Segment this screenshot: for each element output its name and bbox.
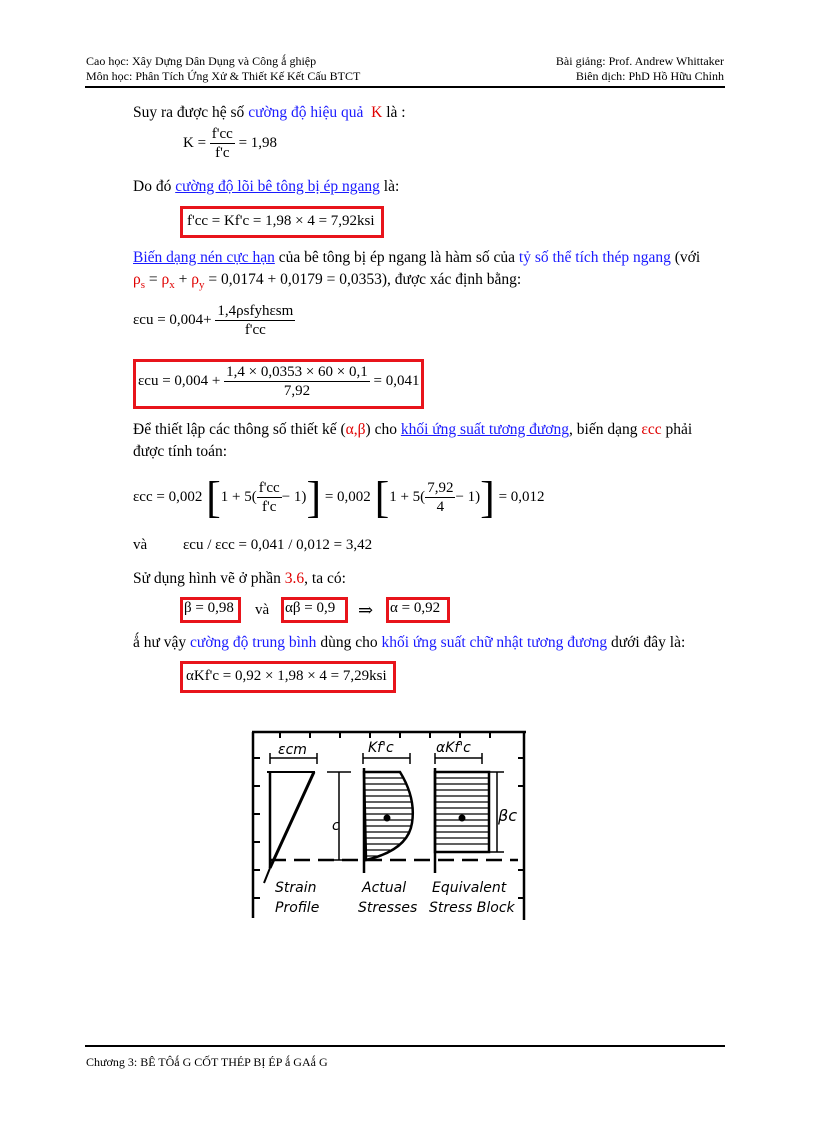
var-k: K: [371, 104, 383, 121]
eq-k-fraction: [210, 125, 235, 162]
eq-ecc-den2: 4: [436, 499, 445, 515]
link-ultimate-strain[interactable]: Biến dạng nén cực hạn: [133, 249, 275, 266]
eq-ecc: εcc = 0,002 [1 + 5( $\frac{f'cc}{f'c}$ − 1)] = 0,002 [1 + 5( $\frac{7,92}{4}$ − 1)] = 0,012: [133, 473, 545, 522]
label-c: c: [332, 818, 340, 834]
eq-ratio-and: và: [133, 537, 148, 553]
caption-stress-block: Stress Block: [429, 900, 515, 916]
para-ultimate-strain: [133, 249, 700, 267]
eq-and: và: [255, 602, 270, 618]
stress-block-figure: [250, 728, 528, 924]
para5-post: , ta có:: [304, 570, 346, 587]
eq-ratio: εcu / εcc = 0,041 / 0,012 = 3,42: [183, 537, 373, 553]
header-right-line2: Biên dịch: PhD Hồ Hữu Chỉnh: [575, 69, 724, 83]
para-core-strength: [133, 178, 399, 196]
eq-k-den: f'c: [215, 145, 230, 161]
para-design-params-line2: được tính toán:: [133, 443, 228, 460]
eq-ecc-d: 1 + 5(: [389, 489, 426, 505]
eq-k: [183, 125, 277, 162]
actual-stress-diagram: [363, 740, 413, 873]
header-left-line2: Môn học: Phân Tích Ứng Xử & Thiết Kế Kết Cấu BTCT: [86, 69, 361, 83]
para2-post: là:: [379, 178, 400, 195]
eq-ecu-formula: [133, 302, 295, 339]
eq-fcc: f'cc = Kf'c = 1,98 × 4 = 7,92ksi: [187, 213, 375, 229]
para4-mid: ) cho: [365, 421, 401, 438]
para4-end: phải: [661, 421, 693, 438]
eq-ecu-value-den: 7,92: [283, 383, 311, 399]
eq-k-num: f'cc: [211, 126, 233, 142]
para-ultimate-strain-line2: $\rho_s = \rho_x + \rho_y = 0,0174 + 0,0179 = 0,0353$), được xác định bằng:: [133, 271, 522, 292]
caption-stresses: Stresses: [358, 900, 418, 916]
eq-ecu-value-rhs: = 0,041: [373, 373, 420, 389]
eq-ecc-den1: f'c: [262, 499, 277, 515]
para4-post: , biến dạng: [569, 421, 642, 438]
para6-pre: ǻ hư vậy: [133, 634, 191, 651]
label-kfc: Kf'c: [368, 740, 394, 756]
para6-post: dưới đây là:: [607, 634, 686, 651]
eq-ecc-e: − 1): [455, 489, 481, 505]
link-rect-block[interactable]: khối ứng suất chữ nhật tương đương: [381, 634, 608, 651]
eq-ecu-fraction: [215, 302, 295, 339]
para1-pre: Suy ra được hệ số: [133, 104, 249, 121]
eq-implies: ⇒: [358, 600, 374, 620]
eq-beta: β = 0,98: [184, 600, 234, 616]
para1-post: là :: [382, 104, 406, 121]
header-right-line1: Bài giảng: Prof. Andrew Whittaker: [555, 54, 724, 68]
ref-section[interactable]: 3.6: [284, 570, 305, 587]
para5-pre: Sử dụng hình vẽ ở phần: [133, 570, 285, 587]
para3-line2-post: = 0,0174 + 0,0179 = 0,0353), được xác định bằng:: [204, 271, 522, 288]
para2-pre: Do đó: [133, 178, 176, 195]
label-akfc: αKf'c: [436, 740, 471, 756]
link-effective-strength[interactable]: cường độ hiệu quả: [248, 104, 364, 121]
link-equivalent-block[interactable]: khối ứng suất tương đương: [400, 421, 570, 438]
eq-ecc-f: = 0,012: [498, 489, 545, 505]
para-mean-strength: [133, 634, 685, 652]
eq-ecu-value-num: 1,4 × 0,0353 × 60 × 0,1: [226, 364, 368, 380]
caption-equivalent: Equivalent: [432, 880, 507, 896]
eq-k-rhs: = 1,98: [238, 135, 278, 151]
header-left-line1: Cao học: Xây Dựng Dân Dụng và Công ǻ ghiệp: [86, 54, 317, 68]
eq-ecc-c: = 0,002: [324, 489, 371, 505]
footer-rule: [85, 1045, 725, 1047]
eq-alphabeta: αβ = 0,9: [285, 600, 336, 616]
eq-ecc-a: 1 + 5(: [220, 489, 257, 505]
link-mean-strength[interactable]: cường độ trung bình: [190, 634, 317, 651]
eq-ecc-frac1: [257, 479, 282, 516]
eq-akfc: αKf'c = 0,92 × 1,98 × 4 = 7,29ksi: [186, 668, 387, 684]
header-rule: [85, 86, 725, 88]
eq-ecu-value-lhs: εcu = 0,004 +: [138, 373, 221, 389]
depth-c-dimension: [325, 772, 351, 860]
para4-eps: εcc: [641, 421, 662, 438]
link-volume-ratio[interactable]: tỷ số thể tích thép ngang: [518, 249, 671, 266]
para-use-figure: [133, 570, 346, 588]
para-design-params: [133, 421, 692, 439]
eq-ecu-den: f'cc: [244, 322, 266, 338]
label-ecm: εcm: [278, 742, 307, 758]
para6-mid: dùng cho: [316, 634, 382, 651]
eq-ecc-lhs: εcc = 0,002: [133, 489, 203, 505]
eq-ecu-lhs: εcu = 0,004+: [133, 312, 212, 328]
para4-greek: α,β: [345, 421, 366, 438]
para3-mid: của bê tông bị ép ngang là hàm số của: [274, 249, 519, 266]
caption-strain: Strain: [275, 880, 317, 896]
para3-end: (với: [670, 249, 701, 266]
eq-ecc-b: − 1): [281, 489, 307, 505]
eq-ecc-num1: f'cc: [258, 480, 280, 496]
eq-ecc-frac2: [425, 479, 455, 516]
eq-alpha: α = 0,92: [390, 600, 441, 616]
eq-k-lhs: K =: [183, 135, 207, 151]
link-core-strength[interactable]: cường độ lõi bê tông bị ép ngang: [175, 178, 380, 195]
equivalent-block-diagram: [435, 740, 517, 873]
eq-ecc-num2: 7,92: [427, 480, 454, 496]
para-efficiency: [133, 104, 406, 122]
eq-ecu-value: [138, 363, 420, 400]
para4-pre: Để thiết lập các thông số thiết kế (: [133, 421, 346, 438]
caption-actual: Actual: [362, 880, 407, 896]
eq-ecu-value-fraction: [224, 363, 370, 400]
eq-ecu-num: 1,4ρsfyhεsm: [217, 303, 294, 319]
caption-profile: Profile: [275, 900, 320, 916]
label-bc: βc: [498, 806, 518, 825]
strain-profile-diagram: [264, 742, 317, 883]
footer-chapter: Chương 3: BÊ TÔǻ G CỐT THÉP BỊ ÉP ǻ GAǻ G: [86, 1055, 328, 1069]
